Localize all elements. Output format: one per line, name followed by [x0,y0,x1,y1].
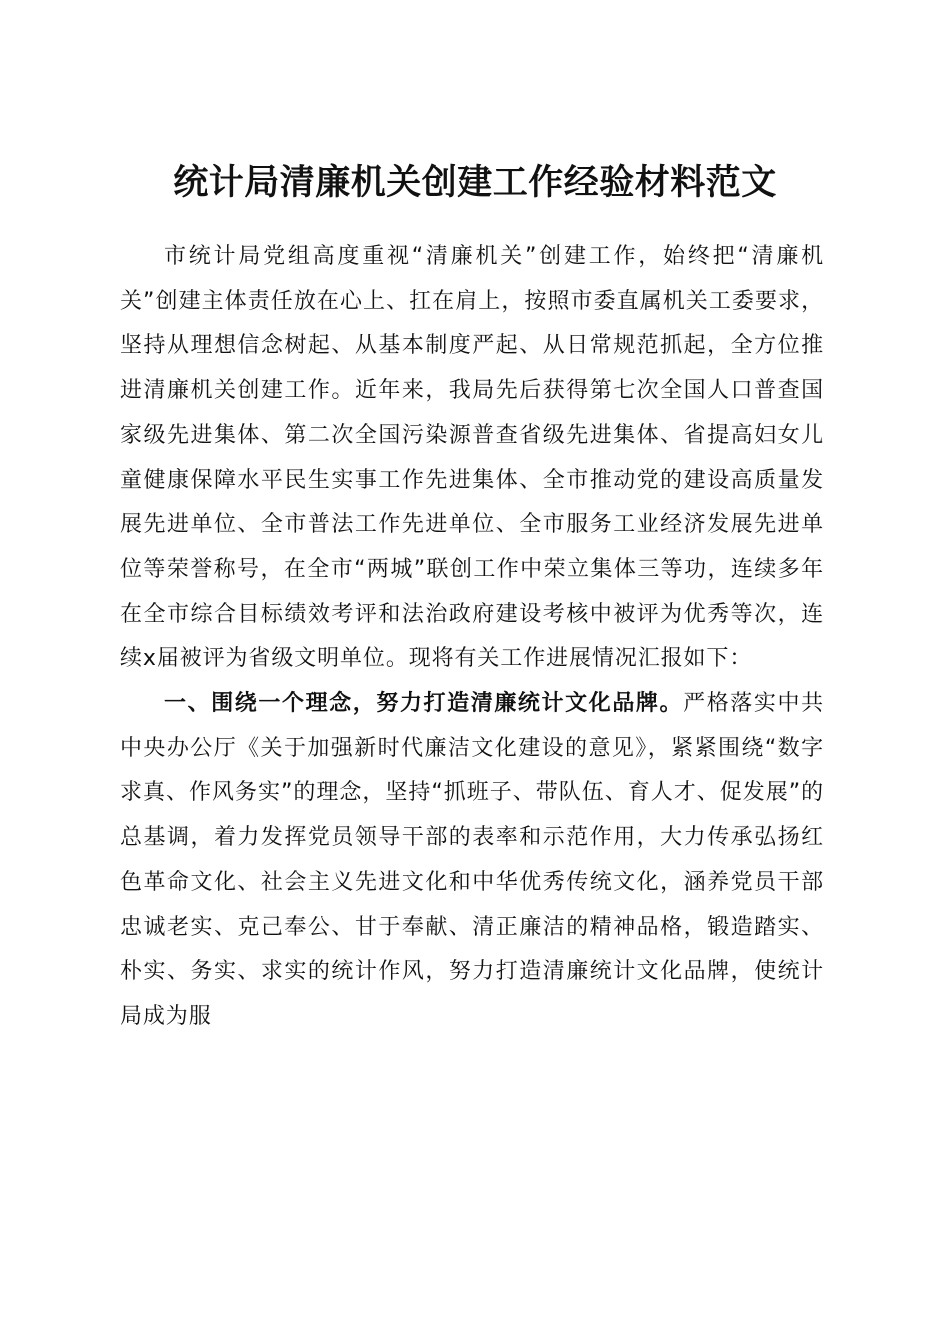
section-one-paragraph [120,682,824,1040]
document-title: 统计局清廉机关创建工作经验材料范文 [173,162,777,204]
section-one-heading: 一、围绕一个理念，努力打造清廉统计文化品牌。 [164,691,684,717]
section-one-text: 严格落实中共中央办公厅《关于加强新时代廉洁文化建设的意见》，紧紧围绕“数字求真、作风务实”的理念，坚持“抓班子、带队伍、育人才、促发展”的总基调，着力发挥党员领导干部的表率和示范作用，大力传承弘扬红色革命文化、社会主义先进文化和中华优秀传统文化，涵养党员干部忠诚老实、克己奉公、甘于奉献、清正廉洁的精神品格，锻造踏实、朴实、务实、求实的统计作风，努力打造清廉统计文化品牌，使统计局成为服 [120,691,824,1029]
document-body [120,235,824,1040]
intro-paragraph-text: 市统计局党组高度重视“清廉机关”创建工作，始终把“清廉机关”创建主体责任放在心上、扛在肩上，按照市委直属机关工委要求，坚持从理想信念树起、从基本制度严起、从日常规范抓起，全方位推进清廉机关创建工作。近年来，我局先后获得第七次全国人口普查国家级先进集体、第二次全国污染源普查省级先进集体、省提高妇女儿童健康保障水平民生实事工作先进集体、全市推动党的建设高质量发展先进单位、全市普法工作先进单位、全市服务工业经济发展先进单位等荣誉称号，在全市“两城”联创工作中荣立集体三等功，连续多年在全市综合目标绩效考评和法治政府建设考核中被评为优秀等次，连续x届被评为省级文明单位。现将有关工作进展情况汇报如下： [120,244,824,672]
intro-paragraph [120,235,824,682]
